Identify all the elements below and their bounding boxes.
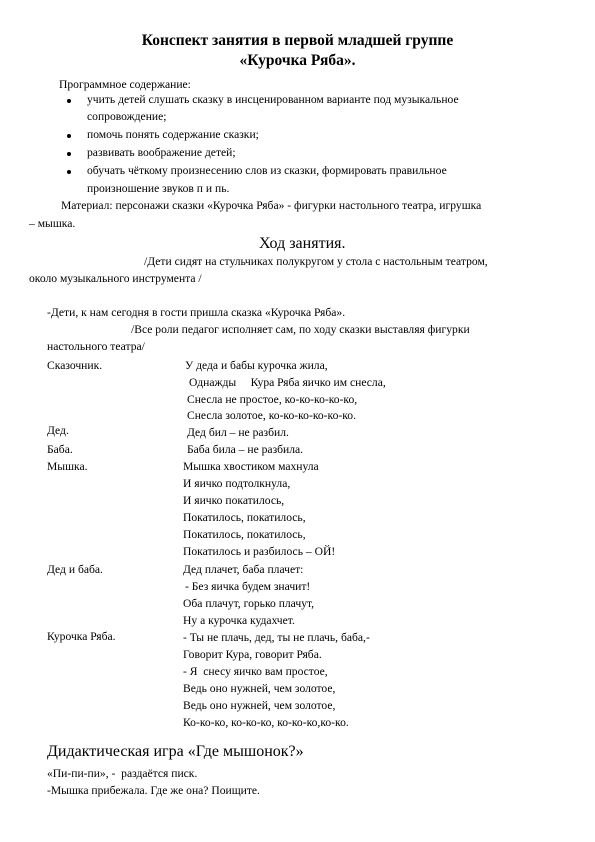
verse-line: И яичко подтолкнула, xyxy=(183,477,291,490)
lesson-note-1: /Дети сидят на стульчиках полукругом у стола с настольным театром, xyxy=(144,255,488,268)
verse-line: И яичко покатилось, xyxy=(183,494,285,507)
verse-line: Покатилось, покатилось, xyxy=(183,511,306,524)
program-bullet-4: обучать чёткому произнесению слов из сказки, формировать правильное xyxy=(87,164,447,177)
verse-line: Мышка хвостиком махнула xyxy=(183,460,319,473)
program-bullet-1-cont: сопровождение; xyxy=(87,110,167,123)
verse-line: Баба била – не разбила. xyxy=(187,443,304,456)
verse-line: У деда и бабы курочка жила, xyxy=(185,359,328,372)
verse-line: Говорит Кура, говорит Ряба. xyxy=(183,648,322,661)
role-grandparents: Дед и баба. xyxy=(47,563,103,576)
verse-line: Покатилось и разбилось – ОЙ! xyxy=(183,545,336,558)
verse-line: - Без яичка будем значит! xyxy=(185,580,311,593)
role-grandpa: Дед. xyxy=(47,424,69,437)
verse-line: Снесла не простое, ко-ко-ко-ко-ко, xyxy=(187,393,358,406)
role-narrator: Сказочник. xyxy=(47,359,103,372)
program-bullet-2: помочь понять содержание сказки; xyxy=(87,128,259,141)
program-bullet-1: учить детей слушать сказку в инсценированном варианте под музыкальное xyxy=(87,93,459,106)
verse-line: Покатилось, покатилось, xyxy=(183,528,306,541)
verse-line: Ведь оно нужней, чем золотое, xyxy=(183,682,336,695)
role-mouse: Мышка. xyxy=(47,460,88,473)
material-line-2: – мышка. xyxy=(29,217,76,230)
bullet-dot-icon xyxy=(67,170,71,174)
lesson-heading: Ход занятия. xyxy=(259,235,346,252)
role-hen: Курочка Ряба. xyxy=(47,630,116,643)
verse-line: Дед бил – не разбил. xyxy=(187,426,289,439)
verse-line: - Ты не плачь, дед, ты не плачь, баба,- xyxy=(183,631,370,644)
verse-line: - Я снесу яичко вам простое, xyxy=(183,665,328,678)
verse-line: Однажды Кура Ряба яичко им снесла, xyxy=(189,376,386,389)
game-heading: Дидактическая игра «Где мышонок?» xyxy=(47,743,304,760)
verse-line: Ко-ко-ко, ко-ко-ко, ко-ко-ко,ко-ко. xyxy=(183,716,349,729)
lesson-intro: -Дети, к нам сегодня в гости пришла сказка «Курочка Ряба». xyxy=(47,306,346,319)
verse-line: Ну а курочка кудахчет. xyxy=(183,614,295,627)
program-bullet-3: развивать воображение детей; xyxy=(87,146,236,159)
game-line-1: «Пи-пи-пи», - раздаётся писк. xyxy=(47,767,198,780)
lesson-note-2: около музыкального инструмента / xyxy=(29,272,202,285)
roles-note-2: настольного театра/ xyxy=(47,340,145,353)
verse-line: Оба плачут, горько плачут, xyxy=(183,597,315,610)
program-bullet-4-cont: произношение звуков п и пь. xyxy=(87,182,230,195)
role-grandma: Баба. xyxy=(47,443,73,456)
program-label: Программное содержание: xyxy=(59,78,191,91)
bullet-dot-icon xyxy=(67,152,71,156)
game-line-2: -Мышка прибежала. Где же она? Поищите. xyxy=(47,784,260,797)
bullet-dot-icon xyxy=(67,99,71,103)
verse-line: Ведь оно нужней, чем золотое, xyxy=(183,699,336,712)
roles-note-1: /Все роли педагог исполняет сам, по ходу сказки выставляя фигурки xyxy=(131,323,470,336)
material-line-1: Материал: персонажи сказки «Курочка Ряба» - фигурки настольного театра, игрушка xyxy=(61,199,482,212)
verse-line: Снесла золотое, ко-ко-ко-ко-ко-ко. xyxy=(187,409,356,422)
verse-line: Дед плачет, баба плачет: xyxy=(183,563,304,576)
bullet-dot-icon xyxy=(67,134,71,138)
page-title: Конспект занятия в первой младшей группе xyxy=(141,32,454,49)
page-subtitle: «Курочка Ряба». xyxy=(239,52,356,69)
